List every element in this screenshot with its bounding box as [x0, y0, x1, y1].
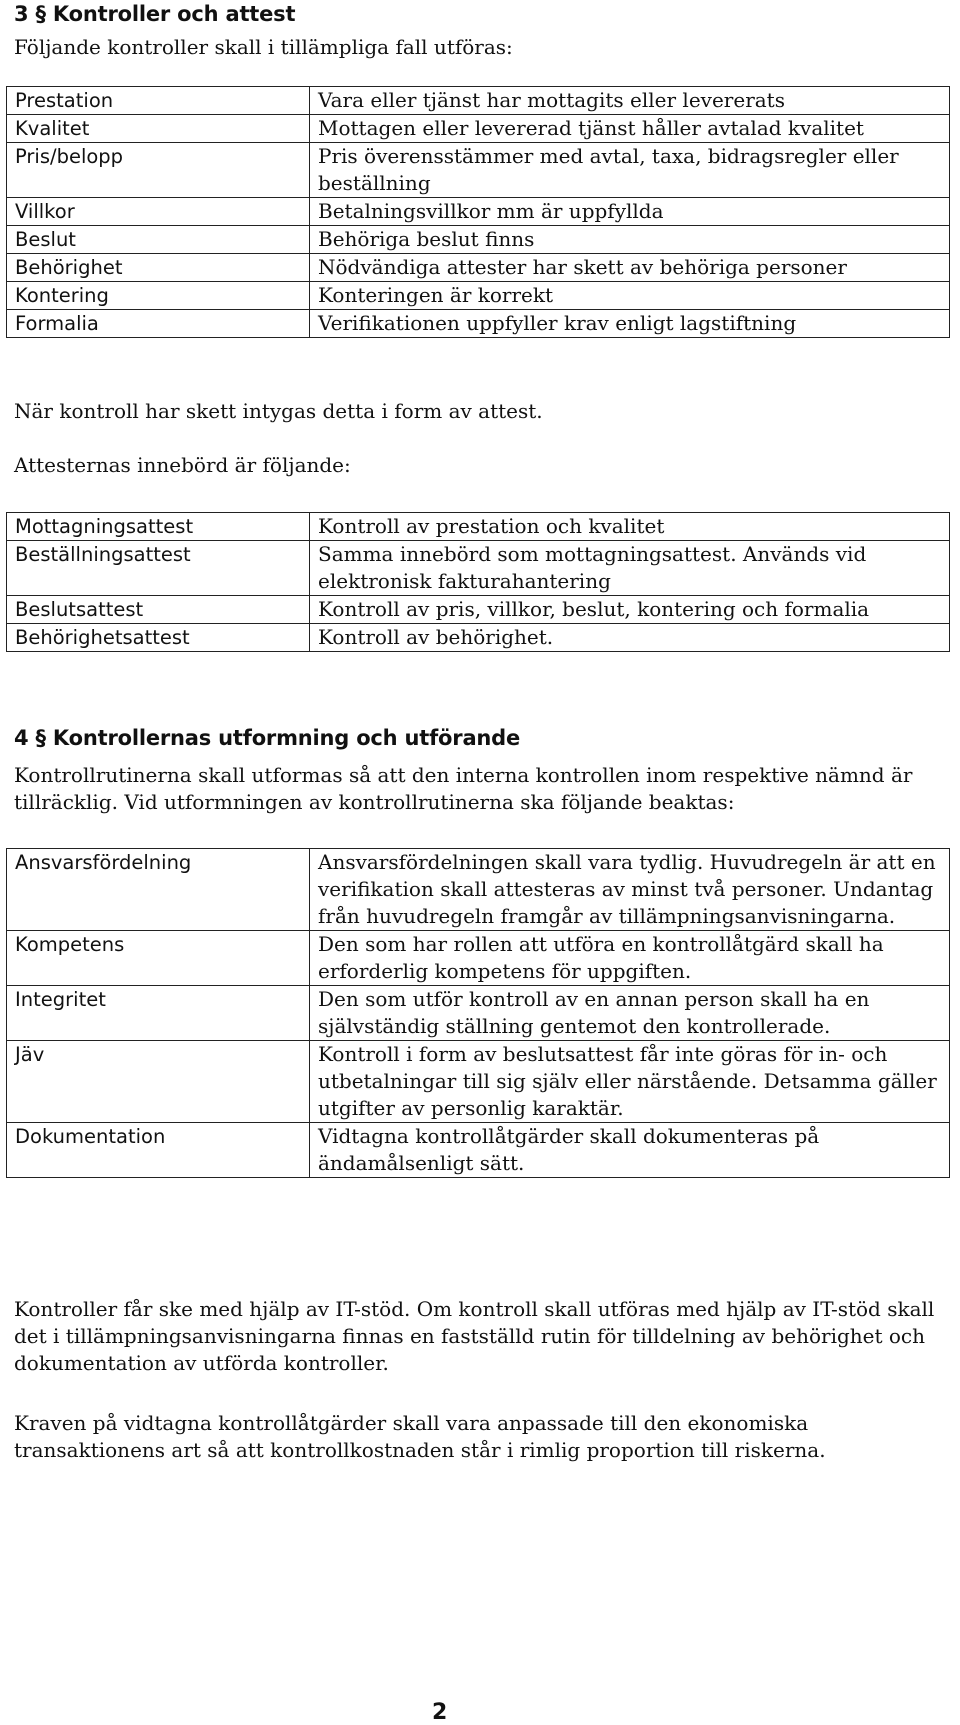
- control-label: Kontering: [7, 282, 310, 310]
- table-row: [7, 1041, 950, 1123]
- table-row: [7, 254, 950, 282]
- control-label: Behörighet: [7, 254, 310, 282]
- table-row: [7, 226, 950, 254]
- section-3-heading: 3 § Kontroller och attest: [14, 2, 296, 26]
- control-label: Formalia: [7, 310, 310, 338]
- principle-description: Vidtagna kontrollåtgärder skall dokumenteras på ändamålsenligt sätt.: [310, 1123, 950, 1178]
- control-description: Nödvändiga attester har skett av behöriga personer: [310, 254, 950, 282]
- section-3-intro: Följande kontroller skall i tillämpliga fall utföras:: [14, 35, 513, 59]
- control-description: Verifikationen uppfyller krav enligt lagstiftning: [310, 310, 950, 338]
- attests-table: [6, 512, 950, 652]
- table-row: [7, 624, 950, 652]
- attest-label: Mottagningsattest: [7, 513, 310, 541]
- principles-table: [6, 848, 950, 1178]
- control-description: Mottagen eller levererad tjänst håller avtalad kvalitet: [310, 115, 950, 143]
- controls-table: [6, 86, 950, 338]
- principle-label: Integritet: [7, 986, 310, 1041]
- control-label: Villkor: [7, 198, 310, 226]
- principles-table-body: [7, 849, 950, 1178]
- principle-description: Den som utför kontroll av en annan person skall ha en självständig ställning gentemot den kontrollerade.: [310, 986, 950, 1041]
- principle-label: Jäv: [7, 1041, 310, 1123]
- principle-description: Kontroll i form av beslutsattest får inte göras för in- och utbetalningar till sig själv eller närstående. Detsamma gäller utgifter av personlig karaktär.: [310, 1041, 950, 1123]
- attest-label: Behörighetsattest: [7, 624, 310, 652]
- attest-label: Beslutsattest: [7, 596, 310, 624]
- control-label: Prestation: [7, 87, 310, 115]
- principle-description: Den som har rollen att utföra en kontrollåtgärd skall ha erforderlig kompetens för uppgiften.: [310, 931, 950, 986]
- section-4-heading: 4 § Kontrollernas utformning och utförande: [14, 726, 521, 750]
- table-row: [7, 143, 950, 198]
- attest-statement: När kontroll har skett intygas detta i form av attest.: [14, 399, 543, 423]
- table-row: [7, 596, 950, 624]
- table-row: [7, 513, 950, 541]
- table-row: [7, 931, 950, 986]
- control-description: Konteringen är korrekt: [310, 282, 950, 310]
- principle-label: Kompetens: [7, 931, 310, 986]
- section-4-intro: Kontrollrutinerna skall utformas så att den interna kontrollen inom respektive nämnd är tillräcklig. Vid utformningen av kontrollrutinerna ska följande beaktas:: [14, 763, 913, 814]
- table-row: [7, 115, 950, 143]
- attest-label: Beställningsattest: [7, 541, 310, 596]
- attest-description: Kontroll av prestation och kvalitet: [310, 513, 950, 541]
- table-row: [7, 87, 950, 115]
- control-description: Vara eller tjänst har mottagits eller levererats: [310, 87, 950, 115]
- principle-label: Dokumentation: [7, 1123, 310, 1178]
- it-support-paragraph: Kontroller får ske med hjälp av IT-stöd. Om kontroll skall utföras med hjälp av IT-stöd skall det i tillämpningsanvisningarna finnas en fastställd rutin för tilldelning av behörighet och dokumentation av utförda kontroller.: [14, 1297, 935, 1375]
- table-row: [7, 541, 950, 596]
- attest-description: Kontroll av pris, villkor, beslut, kontering och formalia: [310, 596, 950, 624]
- table-row: [7, 310, 950, 338]
- table-row: [7, 1123, 950, 1178]
- table-row: [7, 986, 950, 1041]
- attest-intro: Attesternas innebörd är följande:: [14, 453, 351, 477]
- attests-table-body: [7, 513, 950, 652]
- table-row: [7, 198, 950, 226]
- controls-table-body: [7, 87, 950, 338]
- control-label: Beslut: [7, 226, 310, 254]
- control-label: Pris/belopp: [7, 143, 310, 198]
- attest-description: Kontroll av behörighet.: [310, 624, 950, 652]
- principle-label: Ansvarsfördelning: [7, 849, 310, 931]
- table-row: [7, 282, 950, 310]
- principle-description: Ansvarsfördelningen skall vara tydlig. Huvudregeln är att en verifikation skall attesteras av minst två personer. Undantag från huvudregeln framgår av tillämpningsanvisningarna.: [310, 849, 950, 931]
- table-row: [7, 849, 950, 931]
- control-label: Kvalitet: [7, 115, 310, 143]
- control-description: Betalningsvillkor mm är uppfyllda: [310, 198, 950, 226]
- attest-description: Samma innebörd som mottagningsattest. Används vid elektronisk fakturahantering: [310, 541, 950, 596]
- page-number: 2: [432, 1700, 448, 1725]
- control-description: Pris överensstämmer med avtal, taxa, bidragsregler eller beställning: [310, 143, 950, 198]
- proportionality-paragraph: Kraven på vidtagna kontrollåtgärder skall vara anpassade till den ekonomiska transaktionens art så att kontrollkostnaden står i rimlig proportion till riskerna.: [14, 1411, 826, 1462]
- control-description: Behöriga beslut finns: [310, 226, 950, 254]
